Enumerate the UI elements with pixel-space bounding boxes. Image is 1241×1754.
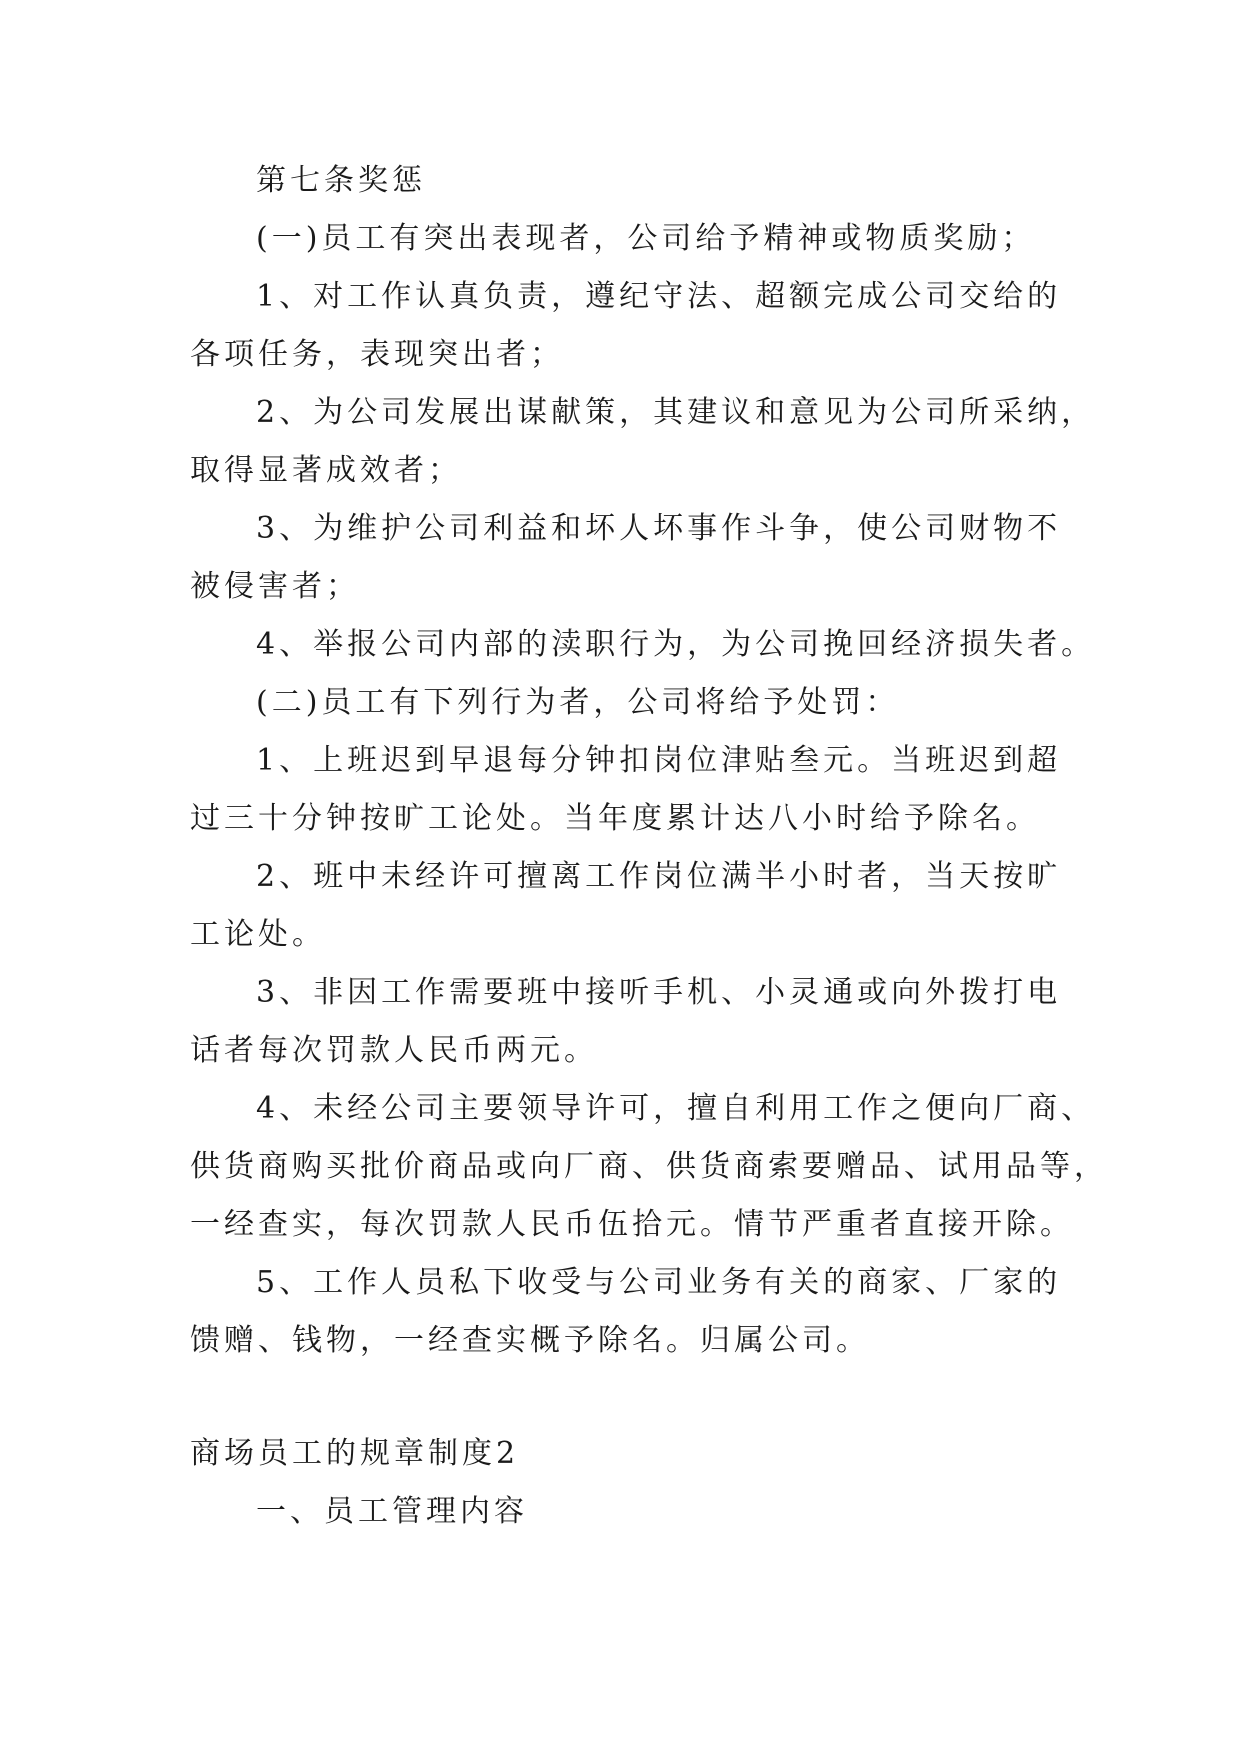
reward-item-2-line-2: 取得显著成效者；	[190, 453, 462, 488]
penalty-item-4-line-2: 供货商购买批价商品或向厂商、供货商索要赠品、试用品等，	[190, 1149, 1108, 1184]
penalty-item-1-line-2: 过三十分钟按旷工论处。当年度累计达八小时给予除名。	[190, 801, 1040, 836]
penalty-item-3-line-2: 话者每次罚款人民币两元。	[190, 1033, 598, 1068]
reward-item-2-line-1: 2、为公司发展出谋献策，其建议和意见为公司所采纳，	[256, 395, 1096, 430]
penalty-item-5-line-1: 5、工作人员私下收受与公司业务有关的商家、厂家的	[256, 1265, 1062, 1300]
reward-item-4-line-1: 4、举报公司内部的渎职行为，为公司挽回经济损失者。	[256, 627, 1096, 662]
article-title: 第七条奖惩	[256, 163, 426, 198]
reward-item-1-line-2: 各项任务，表现突出者；	[190, 337, 564, 372]
penalty-item-1-line-1: 1、上班迟到早退每分钟扣岗位津贴叁元。当班迟到超	[256, 743, 1062, 778]
penalty-item-5-line-2: 馈赠、钱物，一经查实概予除名。归属公司。	[190, 1323, 870, 1358]
reward-item-3-line-1: 3、为维护公司利益和坏人坏事作斗争，使公司财物不	[256, 511, 1062, 546]
reward-item-1-line-1: 1、对工作认真负责，遵纪守法、超额完成公司交给的	[256, 279, 1062, 314]
penalty-item-4-line-3: 一经查实，每次罚款人民币伍拾元。情节严重者直接开除。	[190, 1207, 1074, 1242]
penalty-item-2-line-2: 工论处。	[190, 917, 326, 952]
penalty-item-3-line-1: 3、非因工作需要班中接听手机、小灵通或向外拨打电	[256, 975, 1062, 1010]
section-heading-penalties: (二)员工有下列行为者，公司将给予处罚：	[256, 685, 900, 720]
next-section-heading: 一、员工管理内容	[256, 1494, 528, 1529]
penalty-item-4-line-1: 4、未经公司主要领导许可，擅自利用工作之便向厂商、	[256, 1091, 1096, 1126]
penalty-item-2-line-1: 2、班中未经许可擅离工作岗位满半小时者，当天按旷	[256, 859, 1062, 894]
next-document-title: 商场员工的规章制度2	[190, 1436, 520, 1471]
section-heading-rewards: (一)员工有突出表现者，公司给予精神或物质奖励；	[256, 221, 1036, 256]
reward-item-3-line-2: 被侵害者；	[190, 569, 360, 604]
